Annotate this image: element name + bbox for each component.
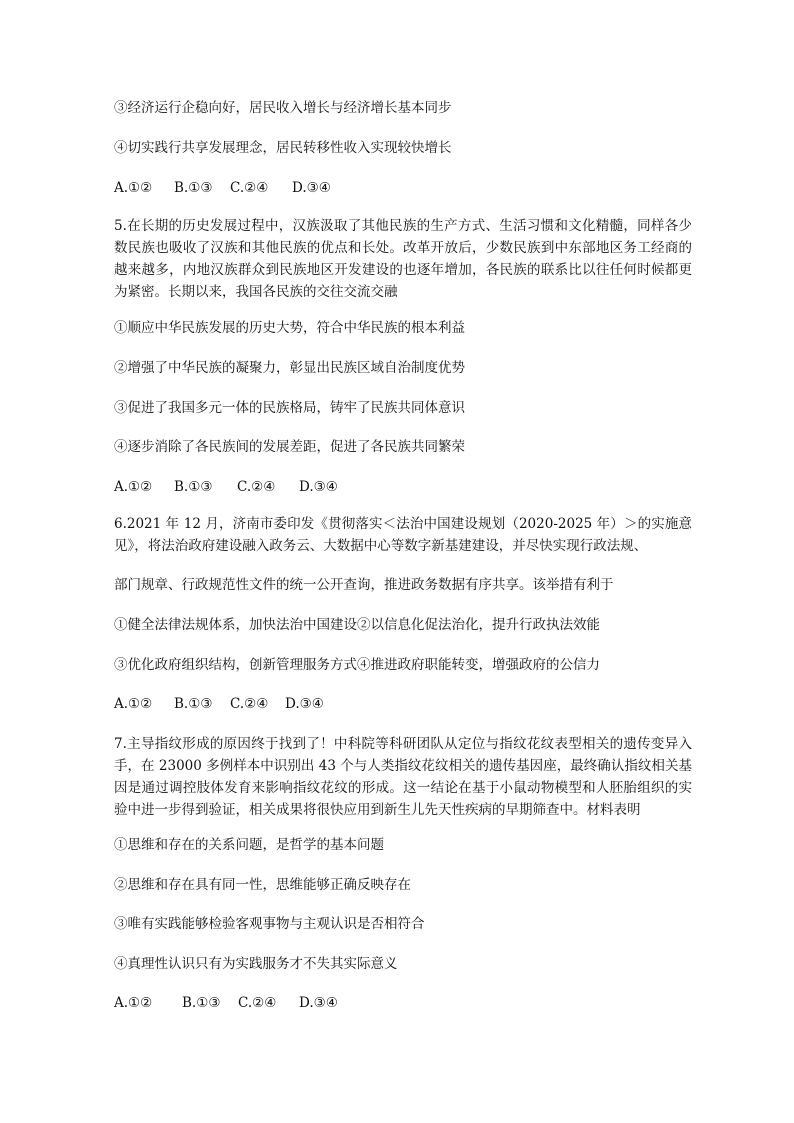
q7-option-a: A.①② <box>114 995 153 1011</box>
q7-options <box>114 993 338 1013</box>
q5-option-c: C.②④ <box>237 479 276 495</box>
q5-statement-1: ①顺应中华民族发展的历史大势，符合中华民族的根本利益 <box>114 320 465 336</box>
q6-option-b: B.①③ <box>174 696 213 712</box>
q5-option-a: A.①② <box>114 479 153 495</box>
q4-option-a: A.①② <box>114 180 153 196</box>
q6-option-c: C.②④ <box>230 696 269 712</box>
q7-option-d: D.③④ <box>299 995 338 1011</box>
q5-options <box>114 477 338 497</box>
q7-stem: 7.主导指纹形成的原因终于找到了！中科院等科研团队从定位与指纹花纹表型相关的遗传变异入手，在 23000 多例样本中识别出 43 个与人类指纹花纹相关的遗传基因座，最终确认指纹相关基因是通过调控肢体发育来影响指纹花纹的形成。这一结论在基于小鼠动物模型和人胚胎组织的实验中进一步得到验证，相关成果将很快应用到新生儿先天性疾病的早期筛查中。材料表明 <box>114 736 692 818</box>
q7-statement-1: ①思维和存在的关系问题，是哲学的基本问题 <box>114 837 384 853</box>
q4-option-d: D.③④ <box>292 180 331 196</box>
q7-statement-4: ④真理性认识只有为实践服务才不失其实际意义 <box>114 956 398 972</box>
q6-stem-continued: 部门规章、行政规范性文件的统一公开查询，推进政务数据有序共享。该举措有利于 <box>114 577 614 593</box>
q4-statement-4: ④切实践行共享发展理念，居民转移性收入实现较快增长 <box>114 140 452 156</box>
q6-options <box>114 694 324 714</box>
q7-statement-2: ②思维和存在具有同一性，思维能够正确反映存在 <box>114 877 411 893</box>
q6-option-d: D.③④ <box>285 696 324 712</box>
q6-option-a: A.①② <box>114 696 153 712</box>
q4-statement-3: ③经济运行企稳向好，居民收入增长与经济增长基本同步 <box>114 100 452 116</box>
q5-statement-2: ②增强了中华民族的凝聚力，彰显出民族区域自治制度优势 <box>114 360 465 376</box>
q5-stem: 5.在长期的历史发展过程中，汉族汲取了其他民族的生产方式、生活习惯和文化精髓，同样各少数民族也吸收了汉族和其他民族的优点和长处。改革开放后，少数民族到中东部地区务工经商的越来越多，内地汉族群众到民族地区开发建设的也逐年增加，各民族的联系比以往任何时候都更为紧密。长期以来，我国各民族的交往交流交融 <box>114 218 692 300</box>
q7-statement-3: ③唯有实践能够检验客观事物与主观认识是否相符合 <box>114 916 425 932</box>
q7-option-c: C.②④ <box>238 995 277 1011</box>
q5-option-d: D.③④ <box>299 479 338 495</box>
q5-statement-4: ④逐步消除了各民族间的发展差距，促进了各民族共同繁荣 <box>114 439 465 455</box>
q6-statements-3-4: ③优化政府组织结构，创新管理服务方式④推进政府职能转变，增强政府的公信力 <box>114 657 600 673</box>
q5-option-b: B.①③ <box>174 479 213 495</box>
q5-statement-3: ③促进了我国多元一体的民族格局，铸牢了民族共同体意识 <box>114 400 465 416</box>
q4-option-c: C.②④ <box>230 180 269 196</box>
q7-option-b: B.①③ <box>182 995 221 1011</box>
q6-statements-1-2: ①健全法律法规体系，加快法治中国建设②以信息化促法治化，提升行政执法效能 <box>114 617 600 633</box>
q4-option-b: B.①③ <box>174 180 213 196</box>
q4-options <box>114 178 331 198</box>
q6-stem: 6.2021 年 12 月，济南市委印发《贯彻落实＜法治中国建设规划（2020-2025 年）＞的实施意见》，将法治政府建设融入政务云、大数据中心等数字新基建建设，并尽快实现行政法规、 <box>114 516 692 554</box>
